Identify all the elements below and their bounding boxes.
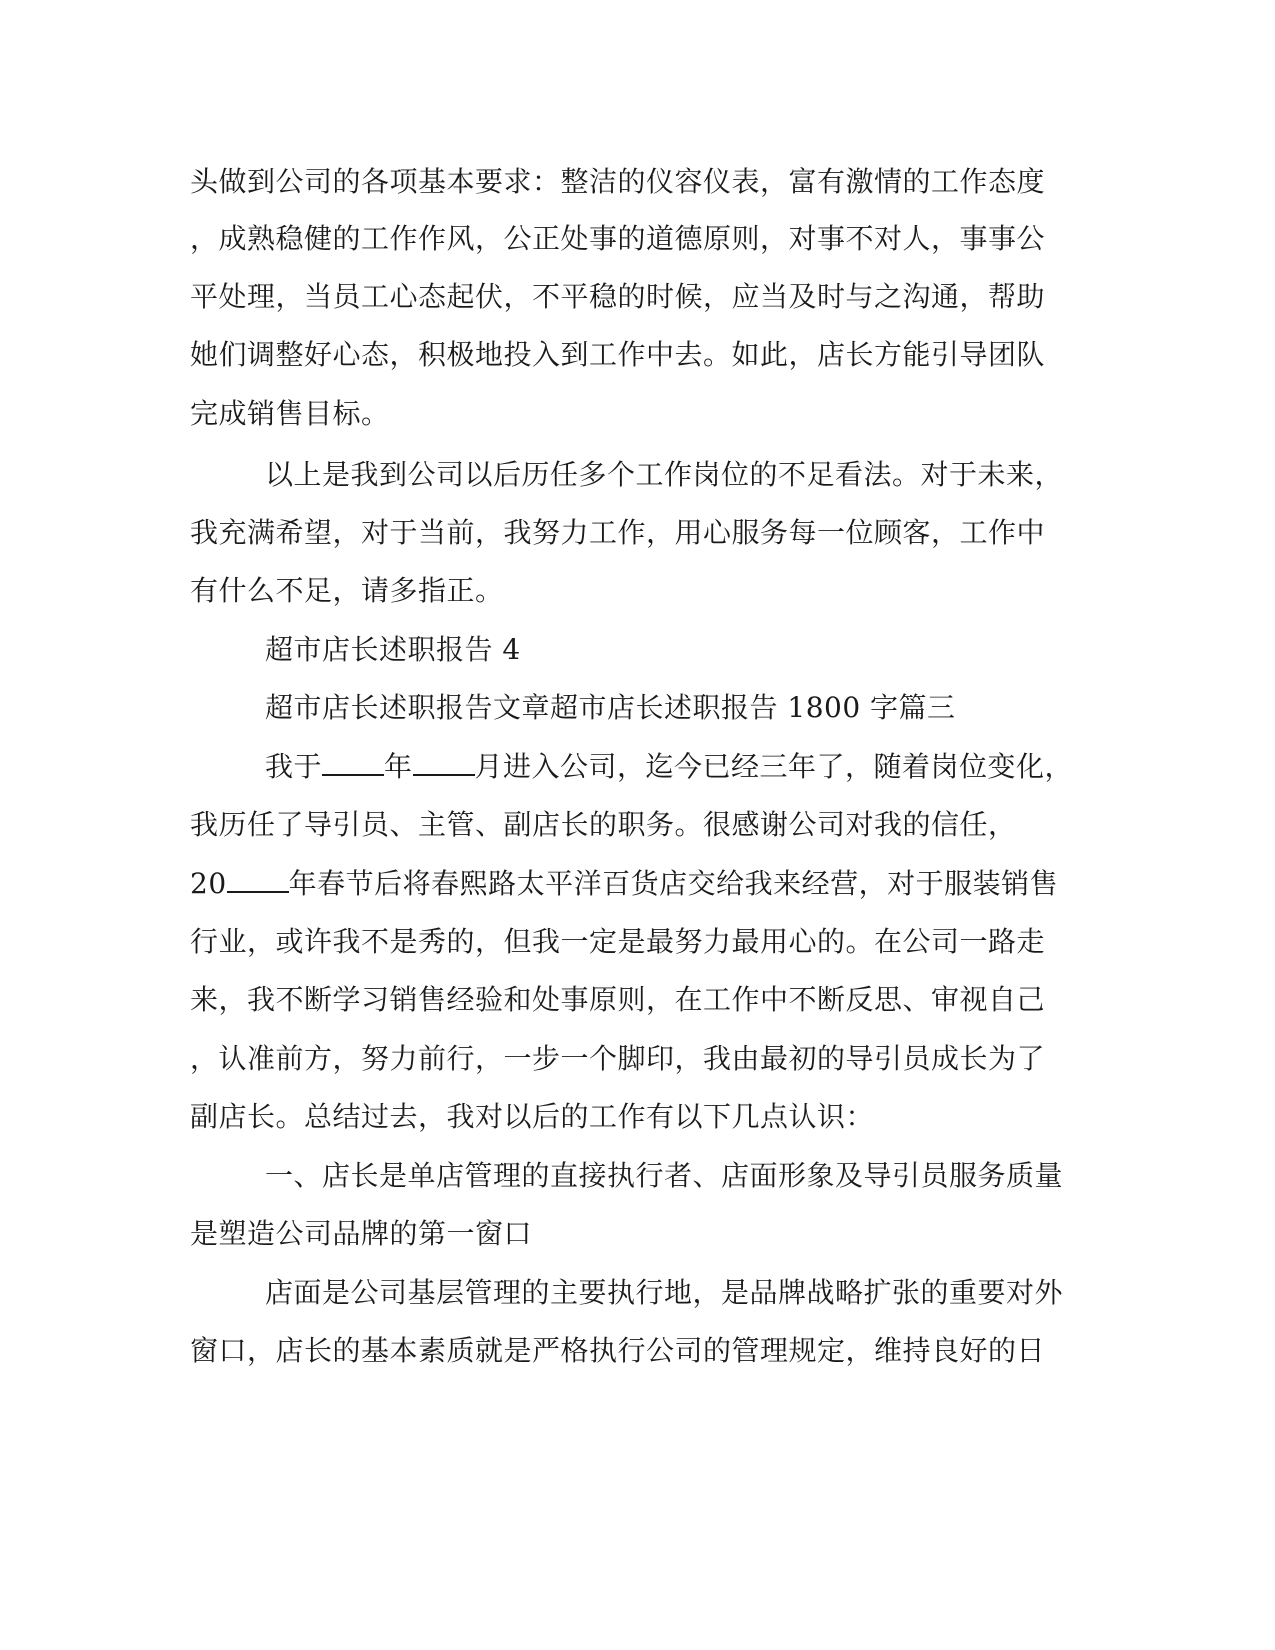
text-line: ，认准前方，努力前行，一步一个脚印，我由最初的导引员成长为了: [190, 1042, 1046, 1075]
text-line: 窗口，店长的基本素质就是严格执行公司的管理规定，维持良好的日: [190, 1334, 1046, 1367]
text-line: 完成销售目标。: [190, 397, 390, 430]
text-line: 有什么不足，请多指正。: [190, 574, 504, 607]
section-subheading: 超市店长述职报告文章超市店长述职报告 1800 字篇三: [265, 691, 956, 724]
text-line: 行业，或许我不是秀的，但我一定是最努力最用心的。在公司一路走: [190, 925, 1046, 958]
text-line: 她们调整好心态，积极地投入到工作中去。如此，店长方能引导团队: [190, 338, 1046, 371]
text-line: 是塑造公司品牌的第一窗口: [190, 1217, 533, 1250]
text-segment: 20: [190, 867, 227, 900]
text-segment: 年: [384, 750, 413, 783]
text-line-with-blanks: [190, 864, 1090, 904]
fill-blank: [413, 748, 475, 776]
text-segment: 月进入公司，迄今已经三年了，随着岗位变化，: [474, 750, 1074, 783]
text-line: 一、店长是单店管理的直接执行者、店面形象及导引员服务质量: [265, 1159, 1064, 1192]
text-segment: 我于: [265, 750, 323, 783]
text-line: 店面是公司基层管理的主要执行地，是品牌战略扩张的重要对外: [265, 1276, 1064, 1309]
text-segment: 年春节后将春熙路太平洋百货店交给我来经营，对于服装销售: [288, 867, 1059, 900]
section-heading: 超市店长述职报告 4: [265, 633, 521, 666]
text-line-with-blanks: [265, 747, 1165, 787]
text-line: 我充满希望，对于当前，我努力工作，用心服务每一位顾客，工作中: [190, 516, 1046, 549]
text-line: 来，我不断学习销售经验和处事原则，在工作中不断反思、审视自己: [190, 983, 1046, 1016]
text-line: 副店长。总结过去，我对以后的工作有以下几点认识：: [190, 1100, 875, 1133]
text-line: 头做到公司的各项基本要求：整洁的仪容仪表，富有激情的工作态度: [190, 165, 1046, 198]
fill-blank: [227, 865, 289, 893]
text-line: 以上是我到公司以后历任多个工作岗位的不足看法。对于未来，: [265, 458, 1064, 491]
text-line: 平处理，当员工心态起伏，不平稳的时候，应当及时与之沟通，帮助: [190, 280, 1046, 313]
text-line: 我历任了导引员、主管、副店长的职务。很感谢公司对我的信任，: [190, 808, 1017, 841]
fill-blank: [322, 748, 384, 776]
text-line: ，成熟稳健的工作作风，公正处事的道德原则，对事不对人，事事公: [190, 222, 1046, 255]
